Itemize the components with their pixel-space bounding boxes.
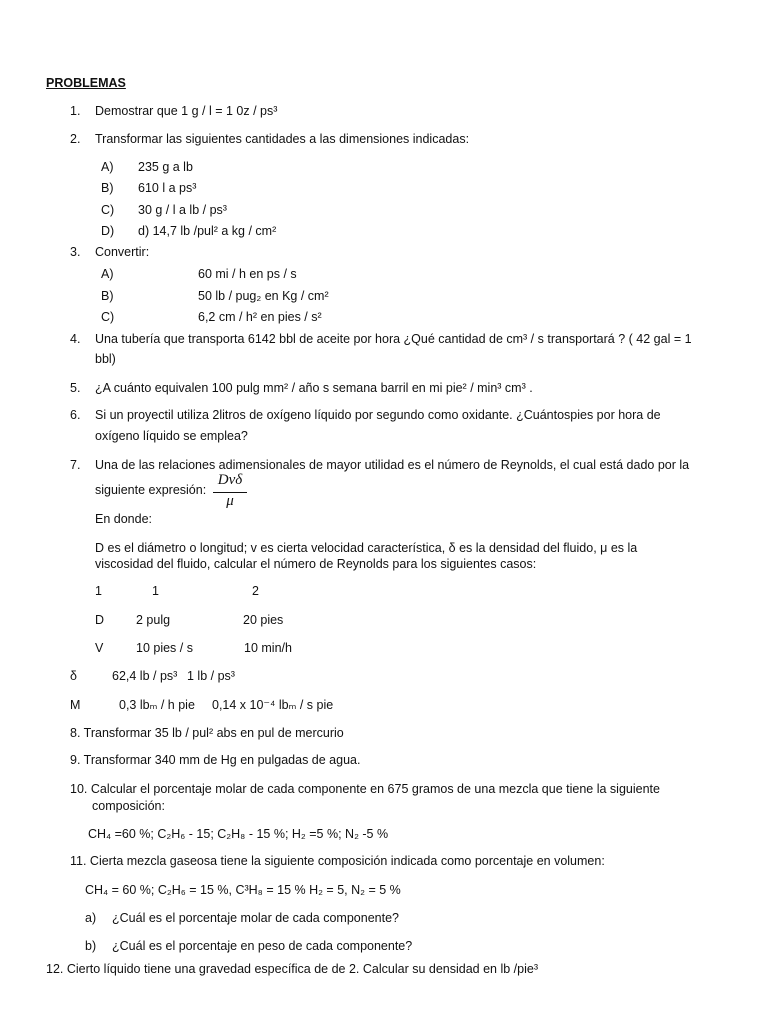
problem-2-item-text: 235 g a lb (138, 160, 193, 174)
problem-4-line-1: Una tubería que transporta 6142 bbl de aceite por hora ¿Qué cantidad de cm³ / s transportará ? ( 42 gal = 1 (95, 332, 692, 346)
problem-3-item-label: B) (101, 289, 114, 303)
problem-7-number: 7. (70, 458, 81, 472)
problem-3-text: Convertir: (95, 245, 150, 259)
table-header-cell: 1 (152, 584, 159, 598)
en-donde-label: En donde: (95, 512, 152, 526)
problem-6-line-1: Si un proyectil utiliza 2litros de oxígeno líquido por segundo como oxidante. ¿Cuántospies por hora de (95, 408, 661, 422)
problem-6-line-2: oxígeno líquido se emplea? (95, 429, 248, 443)
problem-2-item-text: 30 g / l a lb / ps³ (138, 203, 227, 217)
problem-6-number: 6. (70, 408, 81, 422)
table-cell-case-1: 62,4 lb / ps³ (112, 669, 178, 683)
problem-3-item-label: C) (101, 310, 115, 324)
table-row-symbol: D (95, 613, 105, 627)
problem-7-line-2: siguiente expresión: (95, 483, 207, 497)
problem-4-line-2: bbl) (95, 352, 116, 366)
problem-11-text: 11. Cierta mezcla gaseosa tiene la siguiente composición indicada como porcentaje en volumen: (70, 854, 605, 868)
problem-5-number: 5. (70, 381, 81, 395)
problem-5-text: ¿A cuánto equivalen 100 pulg mm² / año s semana barril en mi pie² / min³ cm³ . (95, 381, 533, 395)
problem-2-number: 2. (70, 132, 81, 146)
problem-10-line-1: 10. Calcular el porcentaje molar de cada componente en 675 gramos de una mezcla que tiene la siguiente (70, 782, 660, 796)
problem-3-item-text: 60 mi / h en ps / s (198, 267, 297, 281)
formula-numerator: Dvδ (217, 472, 243, 488)
table-cell-case-2: 20 pies (243, 613, 284, 627)
table-header-cell: 2 (252, 584, 259, 598)
problem-2-item-label: B) (101, 181, 114, 195)
problem-10-line-2: composición: (92, 799, 165, 813)
table-cell-case-2: 0,14 x 10⁻⁴ lbₘ / s pie (212, 698, 334, 712)
problem-2-item-text: 610 l a ps³ (138, 181, 197, 195)
problem-11-item-text: ¿Cuál es el porcentaje molar de cada componente? (112, 911, 399, 925)
problem-7-line-1: Una de las relaciones adimensionales de mayor utilidad es el número de Reynolds, el cual está dado por la (95, 458, 690, 472)
table-cell-case-2: 1 lb / ps³ (187, 669, 235, 683)
problem-7-description-2: viscosidad del fluido, calcular el número de Reynolds para los siguientes casos: (95, 557, 537, 571)
problem-2-item-label: D) (101, 224, 115, 238)
problem-12-text: 12. Cierto líquido tiene una gravedad específica de de 2. Calcular su densidad en lb /pie³ (46, 962, 538, 976)
problem-3-item-text: 6,2 cm / h² en pies / s² (198, 310, 322, 324)
problem-2-item-text: d) 14,7 lb /pul² a kg / cm² (138, 224, 277, 238)
table-header-cell: 1 (95, 584, 102, 598)
problem-4-number: 4. (70, 332, 81, 346)
problem-11-composition: CH₄ = 60 %; C₂H₆ = 15 %, C³H₈ = 15 % H₂ = 5, N₂ = 5 % (85, 883, 401, 897)
problem-11-item-text: ¿Cuál es el porcentaje en peso de cada componente? (112, 939, 413, 953)
table-cell-case-1: 2 pulg (136, 613, 171, 627)
problem-9-text: 9. Transformar 340 mm de Hg en pulgadas de agua. (70, 753, 361, 767)
problem-7-description-1: D es el diámetro o longitud; v es cierta velocidad característica, δ es la densidad del fluido, μ es la (95, 541, 638, 555)
problem-1-number: 1. (70, 104, 81, 118)
problem-2-text: Transformar las siguientes cantidades a las dimensiones indicadas: (95, 132, 470, 146)
section-title: PROBLEMAS (46, 76, 126, 90)
formula-denominator: μ (226, 493, 234, 509)
problem-3-item-text: 50 lb / pug₂ en Kg / cm² (198, 289, 329, 303)
problem-11-item-label: b) (85, 939, 97, 953)
problem-11-item-label: a) (85, 911, 97, 925)
problem-1-text: Demostrar que 1 g / l = 1 0z / ps³ (95, 104, 278, 118)
table-cell-case-1: 10 pies / s (136, 641, 193, 655)
problem-10-composition: CH₄ =60 %; C₂H₆ - 15; C₂H₈ - 15 %; H₂ =5 %; N₂ -5 % (88, 827, 389, 841)
problem-3-number: 3. (70, 245, 81, 259)
table-row-symbol: V (95, 641, 104, 655)
problem-3-item-label: A) (101, 267, 114, 281)
table-row-symbol: δ (70, 669, 77, 683)
reynolds-formula (212, 472, 248, 514)
problem-2-item-label: C) (101, 203, 115, 217)
problem-8-text: 8. Transformar 35 lb / pul² abs en pul de mercurio (70, 726, 344, 740)
table-row-symbol: M (70, 698, 81, 712)
table-cell-case-1: 0,3 lbₘ / h pie (119, 698, 195, 712)
table-cell-case-2: 10 min/h (244, 641, 292, 655)
problem-2-item-label: A) (101, 160, 114, 174)
